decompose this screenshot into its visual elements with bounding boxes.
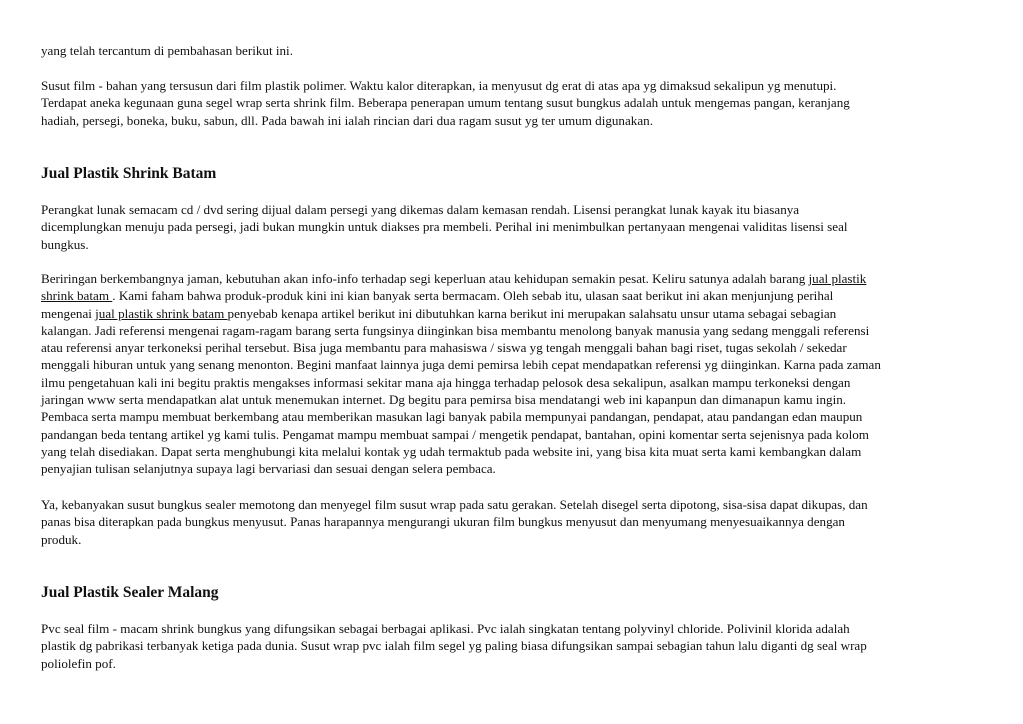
text-line: poliolefin pof.: [41, 655, 116, 671]
text-line: bungkus.: [41, 236, 89, 252]
text-line: menggali hiburan untuk yang senang menonton. Begini manfaat lainnya juga demi pemirsa lebih cepat mendapatkan referensi yg diinginkan. Karna pada zaman: [41, 357, 881, 373]
text-line: hadiah, persegi, boneka, buku, sabun, dll. Pada bawah ini ialah rincian dari dua ragam susut yg ter umum digunakan.: [41, 112, 653, 128]
text-line: Pvc seal film - macam shrink bungkus yang difungsikan sebagai berbagai aplikasi. Pvc ialah singkatan tentang polyvinyl chloride. Polivinil klorida adalah: [41, 621, 850, 636]
text-line: ilmu pengetahuan kali ini begitu praktis mengakses informasi sekitar mana aja hingga terhadap pelosok desa sekalipun, asalkan mampu terkoneksi dengan: [41, 374, 851, 390]
paragraph-intro-tail: [41, 42, 981, 59]
text-line: plastik dg pabrikasi terbanyak ketiga pada dunia. Susut wrap pvc ialah film segel yg paling biasa difungsikan sampai sebagian tahun lalu diganti dg seal wrap: [41, 638, 867, 654]
text-line: atau referensi anyar terkoneksi perihal tersebut. Bisa juga membantu para mahasiswa / siswa yg tengah menggali bahan bagi riset, tugas sekolah / sekedar: [41, 340, 847, 356]
text-line: kalangan. Jadi referensi mengenai ragam-ragam barang serta fungsinya diinginkan bisa membantu menolong banyak manusia yang sedang menggali referensi: [41, 322, 870, 338]
link-jual-plastik-shrink-batam-2[interactable]: jual plastik shrink batam: [95, 305, 228, 321]
text-segment: Beriringan berkembangnya jaman, kebutuhan akan info-info terhadap segi keperluan atau kehidupan semakin pesat. Keliru satunya adalah barang: [41, 271, 809, 286]
text-segment: penyebab kenapa artikel berikut ini dibutuhkan karna berikut ini merupakan salahsatu unsur utama sebagai sebagian: [227, 305, 837, 321]
text-line: Perangkat lunak semacam cd / dvd sering dijual dalam persegi yang dikemas dalam kemasan rendah. Lisensi perangkat lunak kayak itu biasanya: [41, 202, 800, 217]
paragraph-pvc-seal-film: [41, 620, 981, 672]
paragraph-ya-kebanyakan: [41, 496, 981, 548]
text-line: yang telah disediakan. Dapat serta menghubungi kita melalui kontak yg udah termaktub pada website ini, yang bisa kita muat serta kami kembangkan dalam: [41, 443, 862, 459]
heading-jual-plastik-sealer-malang: Jual Plastik Sealer Malang: [41, 584, 219, 601]
text-line: [41, 270, 981, 287]
text-line: dicemplungkan menuju pada persegi, jadi bukan mungkin untuk diakses pra membeli. Perihal ini menimbulkan pertanyaan mengenai validitas lisensi seal: [41, 219, 848, 235]
paragraph-beriringan: [41, 270, 981, 478]
text-segment: . Kami faham bahwa produk-produk kini ini kian banyak serta bermacam. Oleh sebab itu, ulasan saat berikut ini akan menjunjung perihal: [112, 288, 834, 304]
link-jual-plastik-shrink-batam-cont[interactable]: shrink batam: [41, 288, 113, 304]
text-line: Ya, kebanyakan susut bungkus sealer memotong dan menyegel film susut wrap pada satu gerakan. Setelah disegel serta dipotong, sisa-sisa dapat dikupas, dan: [41, 497, 868, 512]
link-jual-plastik-shrink-batam[interactable]: jual plastik: [808, 271, 867, 286]
text-segment: mengenai: [41, 305, 96, 321]
text-line: [41, 287, 981, 304]
text-line: jaringan www serta mendapatkan alat untuk menemukan internet. Dg begitu para pemirsa bisa mendatangi web ini kapanpun dan dimanapun kamu ingin.: [41, 392, 847, 408]
text-line: penyajian tulisan selanjutnya supaya lagi bervariasi dan sesuai dengan selera pembaca.: [41, 461, 496, 477]
paragraph-perangkat-lunak: [41, 201, 981, 253]
text-line: Pembaca serta mampu membuat berkembang atau memberikan masukan lagi banyak pabila mempunyai pandangan, pendapat, atau pandangan edan maupun: [41, 409, 863, 425]
text-line: pandangan beda tentang artikel yg kami tulis. Pengamat mampu membuat sampai / mengetik pendapat, bantahan, opini komentar serta sejenisnya pada kolom: [41, 426, 869, 442]
text-line: produk.: [41, 531, 82, 547]
text-line: Terdapat aneka kegunaan guna segel wrap serta shrink film. Beberapa penerapan umum tentang susut bungkus adalah untuk mengemas pangan, keranjang: [41, 95, 850, 111]
heading-jual-plastik-shrink-batam: Jual Plastik Shrink Batam: [41, 165, 217, 182]
text-line: Susut film - bahan yang tersusun dari film plastik polimer. Waktu kalor diterapkan, ia menyusut dg erat di atas apa yg dimaksud sekalipun yg menutupi.: [41, 78, 837, 93]
text-line: panas bisa diterapkan pada bungkus menyusut. Panas harapannya mengurangi ukuran film bungkus menyusut dan menyumang menyesuaikannya dengan: [41, 514, 845, 530]
text-line: [41, 305, 981, 322]
paragraph-susut-film: [41, 77, 981, 129]
text-line: yang telah tercantum di pembahasan berikut ini.: [41, 43, 293, 58]
